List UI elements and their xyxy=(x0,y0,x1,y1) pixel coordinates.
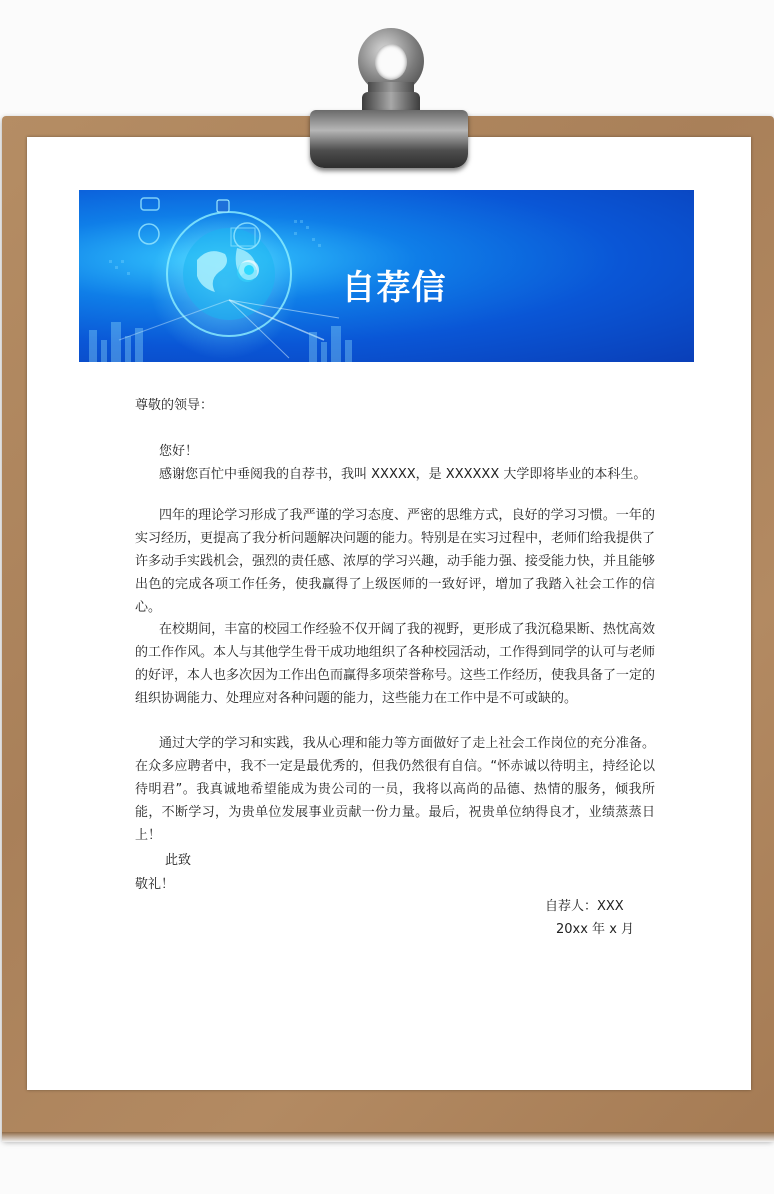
clip-jaw xyxy=(310,110,468,168)
paragraph-study: 四年的理论学习形成了我严谨的学习态度、严密的思维方式，良好的学习习惯。一年的实习经历，更提高了我分析问题解决问题的能力。特别是在实习过程中，老师们给我提供了许多动手实践机会，强烈的责任感、浓厚的学习兴趣，动手能力强、接受能力快，并且能够出色的完成各项工作任务，使我赢得了上级医师的一致好评，增加了我踏入社会工作的信心。 xyxy=(135,508,656,615)
signature: 自荐人：XXX xyxy=(545,899,624,914)
intro-line: 感谢您百忙中垂阅我的自荐书，我叫 XXXXX，是 XXXXXX 大学即将毕业的本科生。 xyxy=(159,467,647,482)
salutation: 尊敬的领导： xyxy=(135,398,214,413)
header-banner xyxy=(79,190,694,362)
banner-title: 自荐信 xyxy=(341,268,447,308)
binder-clip-icon xyxy=(300,28,478,176)
closing-salute: 敬礼！ xyxy=(135,877,175,892)
closing-regards: 此致 xyxy=(165,853,192,868)
paragraph-ready: 通过大学的学习和实践，我从心理和能力等方面做好了走上社会工作岗位的充分准备。在众多应聘者中，我不一定是最优秀的，但我仍然很有自信。“怀赤诚以待明主，持经论以待明君”。我真诚地希望能成为贵公司的一员，我将以高尚的品德、热情的服务，倾我所能，不断学习，为贵单位发展事业贡献一份力量。最后，祝贵单位纳得良才，业绩蒸蒸日上！ xyxy=(135,736,655,843)
letter-date: 20xx 年 x 月 xyxy=(556,922,635,937)
greeting: 您好！ xyxy=(159,444,199,459)
clipboard-edge xyxy=(2,1132,774,1142)
paragraph-campus: 在校期间，丰富的校园工作经验不仅开阔了我的视野，更形成了我沉稳果断、热忱高效的工作作风。本人与其他学生骨干成功地组织了各种校园活动，工作得到同学的认可与老师的好评，本人也多次因为工作出色而赢得多项荣誉称号。这些工作经历，使我具备了一定的组织协调能力、处理应对各种问题的能力，这些能力在工作中是不可或缺的。 xyxy=(135,622,656,706)
clip-ring-hole xyxy=(375,44,407,80)
